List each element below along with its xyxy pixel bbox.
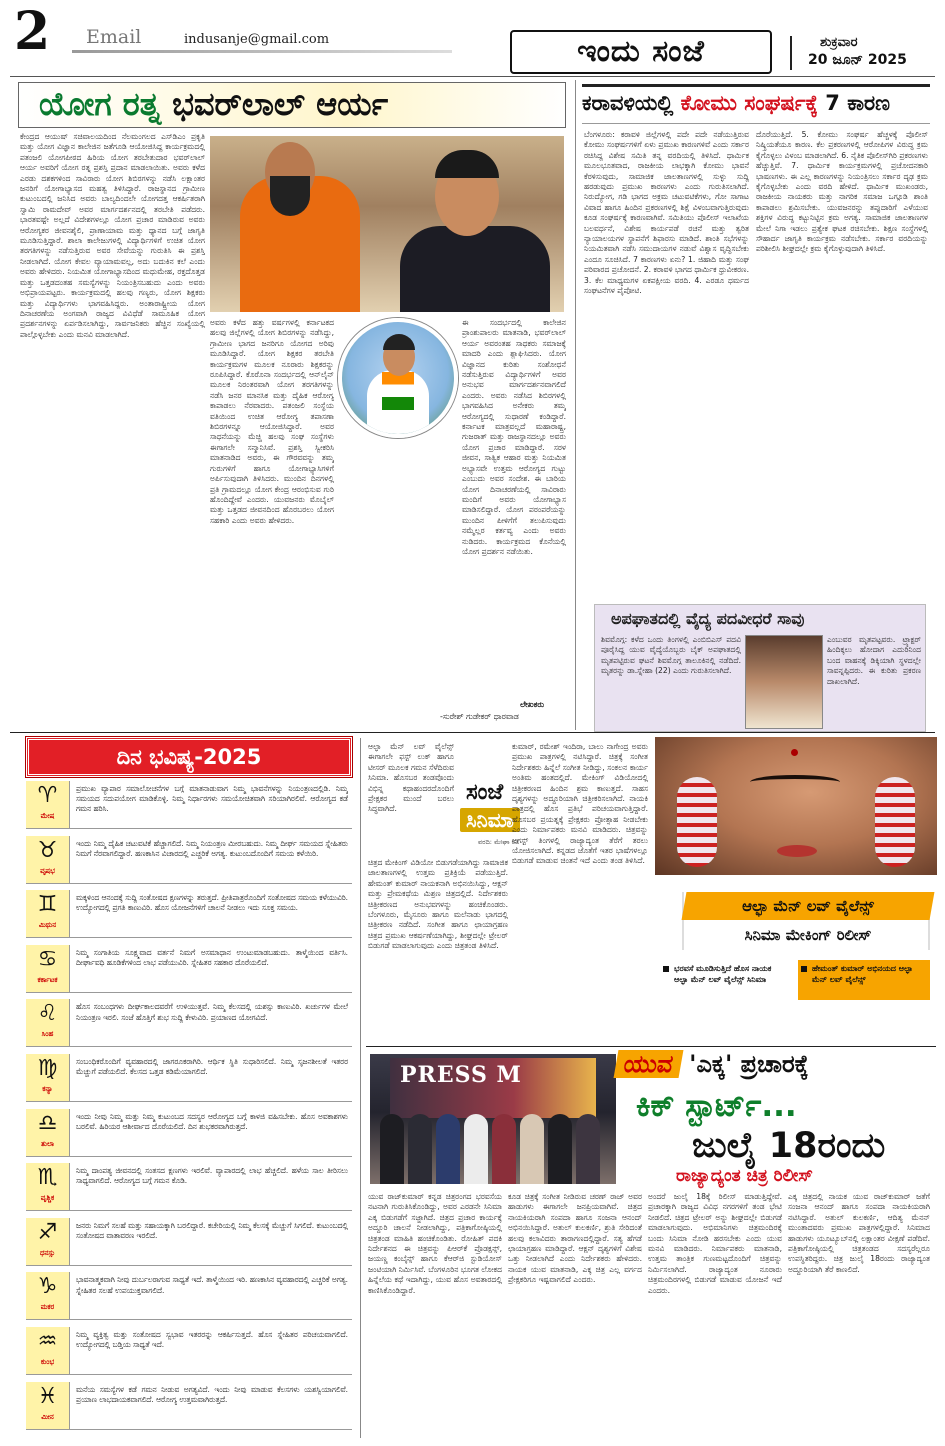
zodiac-name: ಕನ್ಯಾ	[42, 1085, 53, 1093]
zodiac-sign	[26, 1054, 70, 1101]
apagata-col1: ಶಿವಮೊಗ್ಗ: ಕಳೆದ ಒಂದು ತಿಂಗಳಲ್ಲಿ ಎಂಬಿಬಿಎಸ್ ಪದವಿ ಪೂರೈಸಿದ್ದ ಯುವ ವೈದ್ಯೆಯೊಬ್ಬರು ಬೈಕ್ ಅಪಘಾತದಲ್ಲಿ ಮೃತಪಟ್ಟಿರುವ ಘಟನೆ ಶಿವಮೊಗ್ಗ ತಾಲೂಕಿನಲ್ಲಿ ನಡೆದಿದೆ. ಮೃತರನ್ನು ಡಾ.ಸ್ನೇಹಾ (22) ಎಂದು ಗುರುತಿಸಲಾಗಿದೆ.	[601, 635, 741, 676]
zodiac-icon: ♍	[37, 1056, 58, 1081]
ekka-headline-line1	[616, 1050, 809, 1078]
author-name: -ಸುರೇಶ್ ಗುಡೇಕರ್ ಧಾರವಾಡ	[440, 712, 519, 721]
zodiac-icon: ♏	[37, 1165, 58, 1191]
horoscope-text: ಭಾವನಾತ್ಮಕವಾಗಿ ನೀವು ದುರ್ಬಲರಾಗುವ ಸಾಧ್ಯತೆ ಇದೆ. ತಾಳ್ಮೆಯಿಂದ ಇರಿ. ಹಣಕಾಸಿನ ವ್ಯವಹಾರದಲ್ಲಿ ಎಚ್ಚರಿಕೆ ಅಗತ್ಯ. ಸ್ನೇಹಿತರ ಸಲಹೆ ಉಪಯುಕ್ತವಾಗಲಿದೆ.	[76, 1275, 348, 1295]
sanje-logo-bottom: ಸಿನಿಮಾ	[460, 808, 520, 832]
zodiac-name: ಮೇಷ	[40, 812, 55, 820]
masthead-title: ಇಂದು ಸಂಜೆ	[577, 34, 705, 69]
header-bottom-rule	[10, 76, 935, 77]
zodiac-name: ಕರ್ಕಾಟಕ	[37, 975, 58, 984]
zodiac-icon: ♓	[37, 1383, 58, 1409]
photo-figure	[548, 1114, 572, 1184]
apagata-headline: ಅಪಘಾತದಲ್ಲಿ ವೈದ್ಯ ಪದವೀಧರೆ ಸಾವು	[611, 609, 805, 628]
ekka-headline-line3: ಜುಲೈ 18ರಂದು	[692, 1126, 886, 1166]
horoscope-text: ಮನೆಯ ಸಮಸ್ಯೆಗಳ ಕಡೆ ಗಮನ ನೀಡುವ ಅಗತ್ಯವಿದೆ. ಇಂದು ನೀವು ಮಾಡುವ ಕೆಲಸಗಳು ಯಶಸ್ವಿಯಾಗಲಿವೆ. ಪ್ರಯಾಣ ಲಾಭದಾಯಕವಾಗಲಿದೆ. ಆರೋಗ್ಯ ಉತ್ತಮವಾಗಿರುತ್ತದೆ.	[76, 1384, 348, 1404]
zodiac-sign	[26, 1327, 70, 1374]
actress-photo	[655, 737, 937, 875]
ekka-headline-line4: ರಾಜ್ಯಾದ್ಯಂತ ಚಿತ್ರ ರಿಲೀಸ್	[676, 1166, 813, 1186]
horoscope-title: ದಿನ ಭವಿಷ್ಯ-2025	[116, 745, 262, 769]
koumu-story-col2: ದೊರೆಯುತ್ತಿದೆ. 5. ಕೋಮು ಸಂಘರ್ಷ ಹೆಚ್ಚಳಕ್ಕೆ ಪೊಲೀಸ್ ನಿಷ್ಕ್ರಿಯತೆಯೂ ಕಾರಣ. ಕೆಲ ಪ್ರಕರಣಗಳಲ್ಲಿ ಆರೋಪಿಗಳ ವಿರುದ್ಧ ಕ್ರಮ ಕೈಗೊಳ್ಳಲು ವಿಳಂಬ ಮಾಡಲಾಗಿದೆ. 6. ನೈತಿಕ ಪೊಲೀಸ್‌ಗಿರಿ ಪ್ರಕರಣಗಳು ಹೆಚ್ಚುತ್ತಿವೆ. 7. ಧಾರ್ಮಿಕ ಕಾರ್ಯಕ್ರಮಗಳಲ್ಲಿ ಪ್ರಚೋದನಕಾರಿ ಭಾಷಣಗಳು. ಈ ಎಲ್ಲ ಕಾರಣಗಳನ್ನು ನಿಯಂತ್ರಿಸಲು ಸರ್ಕಾರ ದೃಢ ಕ್ರಮ ಕೈಗೊಳ್ಳಬೇಕು ಎಂದು ವರದಿ ಹೇಳಿದೆ. ಧಾರ್ಮಿಕ ಮುಖಂಡರು, ರಾಜಕೀಯ ನಾಯಕರು ಮತ್ತು ನಾಗರಿಕ ಸಮಾಜ ಒಗ್ಗೂಡಿ ಶಾಂತಿ ಕಾಪಾಡಲು ಶ್ರಮಿಸಬೇಕು. ಯುವಜನರನ್ನು ತಪ್ಪುದಾರಿಗೆ ಎಳೆಯುವ ಶಕ್ತಿಗಳ ವಿರುದ್ಧ ಕಟ್ಟುನಿಟ್ಟಿನ ಕ್ರಮ ಅಗತ್ಯ. ಸಾಮಾಜಿಕ ಜಾಲತಾಣಗಳ ಮೇಲೆ ನಿಗಾ ಇಡಲು ಪ್ರತ್ಯೇಕ ಘಟಕ ರಚಿಸಬೇಕು. ಶಿಕ್ಷಣ ಸಂಸ್ಥೆಗಳಲ್ಲಿ ಸೌಹಾರ್ದ ಜಾಗೃತಿ ಕಾರ್ಯಕ್ರಮ ನಡೆಸಬೇಕು. ಸರ್ಕಾರ ವರದಿಯನ್ನು ಪರಿಶೀಲಿಸಿ ಶೀಘ್ರದಲ್ಲೇ ಕ್ರಮ ಕೈಗೊಳ್ಳುವುದಾಗಿ ತಿಳಿಸಿದೆ.	[756, 130, 928, 254]
alpha-headline	[682, 892, 930, 950]
header-divider	[790, 36, 792, 70]
alpha-headline-line1	[682, 892, 935, 920]
koumu-story-col1: ಬೆಂಗಳೂರು: ಕರಾವಳಿ ಜಿಲ್ಲೆಗಳಲ್ಲಿ ಪದೇ ಪದೇ ನಡೆಯುತ್ತಿರುವ ಕೋಮು ಸಂಘರ್ಷಗಳಿಗೆ ಏಳು ಪ್ರಮುಖ ಕಾರಣಗಳಿವೆ ಎಂದು ಸರ್ಕಾರ ರಚಿಸಿದ್ದ ವಿಶೇಷ ಸಮಿತಿ ತನ್ನ ವರದಿಯಲ್ಲಿ ತಿಳಿಸಿದೆ. ಧಾರ್ಮಿಕ ಮೂಲಭೂತವಾದ, ರಾಜಕೀಯ ಲಾಭಕ್ಕಾಗಿ ಕೋಮು ಭಾವನೆ ಕೆರಳಿಸುವುದು, ಸಾಮಾಜಿಕ ಜಾಲತಾಣಗಳಲ್ಲಿ ಸುಳ್ಳು ಸುದ್ದಿ ಹರಡುವುದು ಪ್ರಮುಖ ಕಾರಣಗಳು ಎಂದು ಗುರುತಿಸಲಾಗಿದೆ. ನಿರುದ್ಯೋಗ, ಗಡಿ ಭಾಗದ ಅಕ್ರಮ ಚಟುವಟಿಕೆಗಳು, ಗೋ ಸಾಗಾಟ ವಿವಾದ ಹಾಗೂ ಹಿಂದಿನ ಪ್ರಕರಣಗಳಲ್ಲಿ ಶಿಕ್ಷೆ ವಿಳಂಬವಾಗುತ್ತಿರುವುದು ಕೂಡ ಸಂಘರ್ಷಕ್ಕೆ ಕಾರಣವಾಗಿವೆ. ಸಮಿತಿಯು ಪೊಲೀಸ್ ಇಲಾಖೆಯ ಬಲವರ್ಧನೆ, ವಿಶೇಷ ಕಾರ್ಯಪಡೆ ರಚನೆ ಮತ್ತು ತ್ವರಿತ ನ್ಯಾಯಾಲಯಗಳ ಸ್ಥಾಪನೆಗೆ ಶಿಫಾರಸು ಮಾಡಿದೆ. ಶಾಂತಿ ಸಭೆಗಳನ್ನು ನಿಯಮಿತವಾಗಿ ನಡೆಸಿ ಸಮುದಾಯಗಳ ನಡುವೆ ವಿಶ್ವಾಸ ವೃದ್ಧಿಸಬೇಕು ಎಂದೂ ಸೂಚಿಸಿದೆ. 7 ಕಾರಣಗಳು ಏನು? 1. ಜಿಹಾದಿ ಮತ್ತು ಸಂಘ ಪರಿವಾರದ ಪ್ರಚೋದನೆ. 2. ಕರಾವಳಿ ಭಾಗದ ಧಾರ್ಮಿಕ ಧ್ರುವೀಕರಣ. 3. ಕೆಲ ಮಾಧ್ಯಮಗಳ ಏಕಪಕ್ಷೀಯ ವರದಿ. 4. ಎರಡೂ ಧರ್ಮದ ಸಂಘಟನೆಗಳ ಪೈಪೋಟಿ.	[584, 130, 749, 296]
author-tag: ಲೇಖಕರು	[520, 700, 545, 709]
zodiac-icon: ♋	[37, 946, 58, 972]
cinema-col2: ಕುಮಾರ್, ರಮೇಶ್ ಇಂದಿರಾ, ಬಾಲು ನಾಗೇಂದ್ರ ಅವರು ಪ್ರಮುಖ ಪಾತ್ರಗಳಲ್ಲಿ ನಟಿಸಿದ್ದಾರೆ. ಚಿತ್ರಕ್ಕೆ ಸಂಗೀತ ನಿರ್ದೇಶಕರು ಹಿನ್ನೆಲೆ ಸಂಗೀತ ನೀಡಿದ್ದು, ಸಂಕಲನ ಕಾರ್ಯ ಅಂತಿಮ ಹಂತದಲ್ಲಿದೆ. ಮೇಕಿಂಗ್ ವಿಡಿಯೋದಲ್ಲಿ ಚಿತ್ರೀಕರಣದ ಹಿಂದಿನ ಶ್ರಮ ಕಾಣುತ್ತದೆ. ಸಾಹಸ ದೃಶ್ಯಗಳನ್ನು ಅದ್ದೂರಿಯಾಗಿ ಚಿತ್ರೀಕರಿಸಲಾಗಿದೆ. ನಾಯಕಿ ಪಾತ್ರದಲ್ಲಿ ಹೊಸ ಪ್ರತಿಭೆ ಪರಿಚಯವಾಗುತ್ತಿದ್ದಾರೆ. ಹೊಸಬರ ಪ್ರಯತ್ನಕ್ಕೆ ಪ್ರೇಕ್ಷಕರು ಪ್ರೋತ್ಸಾಹ ನೀಡಬೇಕು ಎಂದು ನಿರ್ಮಾಪಕರು ಮನವಿ ಮಾಡಿದರು. ಚಿತ್ರವನ್ನು ಆಗಸ್ಟ್ ತಿಂಗಳಲ್ಲಿ ರಾಜ್ಯಾದ್ಯಂತ ತೆರೆಗೆ ತರಲು ಯೋಜಿಸಲಾಗಿದೆ. ಕನ್ನಡದ ಜೊತೆಗೆ ಇತರ ಭಾಷೆಗಳಲ್ಲೂ ಬಿಡುಗಡೆ ಮಾಡುವ ಚಿಂತನೆ ಇದೆ ಎಂದು ತಂಡ ತಿಳಿಸಿದೆ.	[512, 742, 648, 866]
koumu-headline-post: 7 ಕಾರಣ	[825, 91, 891, 115]
issue-day: ಶುಕ್ರವಾರ	[820, 35, 858, 50]
ekka-tag: ಯುವ	[614, 1050, 684, 1078]
apagata-photo	[745, 635, 823, 729]
zodiac-sign	[26, 1218, 70, 1265]
lead-headline-green: ಯೋಗ ರತ್ನ	[39, 85, 161, 123]
zodiac-name: ತುಲಾ	[41, 1139, 54, 1148]
ekka-col1: ಯುವ ರಾಜ್‌ಕುಮಾರ್ ಕನ್ನಡ ಚಿತ್ರರಂಗದ ಭರವಸೆಯ ನಟನಾಗಿ ಗುರುತಿಸಿಕೊಂಡಿದ್ದು, ಅವರ ಎರಡನೇ ಸಿನಿಮಾ ಎಕ್ಕ ಬಿಡುಗಡೆಗೆ ಸಜ್ಜಾಗಿದೆ. ಚಿತ್ರದ ಪ್ರಚಾರ ಕಾರ್ಯಕ್ಕೆ ಅದ್ದೂರಿ ಚಾಲನೆ ನೀಡಲಾಗಿದ್ದು, ಪತ್ರಿಕಾಗೋಷ್ಠಿಯಲ್ಲಿ ಚಿತ್ರತಂಡ ಮಾಹಿತಿ ಹಂಚಿಕೊಂಡಿತು. ರೋಹಿತ್ ಪದಕಿ ನಿರ್ದೇಶನದ ಈ ಚಿತ್ರವನ್ನು ಪಿಆರ್‌ಕೆ ಪ್ರೊಡಕ್ಷನ್ಸ್, ಜಯಣ್ಣ ಕಂಬೈನ್ಸ್ ಹಾಗೂ ಕೆಆರ್‌ಜಿ ಸ್ಟುಡಿಯೋಸ್ ಜಂಟಿಯಾಗಿ ನಿರ್ಮಿಸಿವೆ. ಬೆಂಗಳೂರಿನ ಭೂಗತ ಲೋಕದ ಹಿನ್ನೆಲೆಯ ಕಥೆ ಇದಾಗಿದ್ದು, ಯುವ ಹೊಸ ಅವತಾರದಲ್ಲಿ ಕಾಣಿಸಿಕೊಂಡಿದ್ದಾರೆ.	[368, 1192, 502, 1295]
zodiac-icon: ♊	[37, 892, 58, 918]
alpha-headline-line2: ಸಿನಿಮಾ ಮೇಕಿಂಗ್ ರಿಲೀಸ್	[744, 926, 872, 944]
horoscope-text: ನಿಮ್ಮ ವ್ಯಕ್ತಿತ್ವ ಮತ್ತು ಸಂತೋಷದ ಸ್ವಭಾವ ಇತರರನ್ನು ಆಕರ್ಷಿಸುತ್ತದೆ. ಹೊಸ ಸ್ನೇಹಿತರ ಪರಿಚಯವಾಗಲಿದೆ. ಉದ್ಯೋಗದಲ್ಲಿ ಬಡ್ತಿಯ ಸಾಧ್ಯತೆ ಇದೆ.	[76, 1330, 348, 1350]
zodiac-sign	[26, 945, 70, 992]
ekka-headline-line1-text: 'ಎಕ್ಕ' ಪ್ರಚಾರಕ್ಕೆ	[689, 1050, 809, 1078]
horoscope-row	[26, 1054, 352, 1102]
column-divider	[360, 738, 361, 1438]
zodiac-name: ವೃಷಭ	[40, 866, 55, 875]
horoscope-header	[26, 737, 352, 777]
sanje-logo-credit: ವರದಿ: ಮೇಘಾ ರವಿ	[478, 838, 520, 846]
zodiac-sign	[26, 1109, 70, 1156]
koumu-headline-banner	[582, 84, 930, 124]
section-divider	[10, 732, 935, 733]
horoscope-text: ಸಂಬಂಧಿಕರೊಂದಿಗೆ ವ್ಯವಹಾರದಲ್ಲಿ ಜಾಗರೂಕರಾಗಿರಿ. ಆರ್ಥಿಕ ಸ್ಥಿತಿ ಸುಧಾರಿಸಲಿದೆ. ನಿಮ್ಮ ಸೃಜನಶೀಲತೆ ಇತರರ ಮೆಚ್ಚುಗೆ ಪಡೆಯಲಿದೆ. ಕೆಲಸದ ಒತ್ತಡ ಕಡಿಮೆಯಾಗಲಿದೆ.	[76, 1057, 348, 1077]
lead-photo-yoga-pose	[338, 318, 458, 438]
alpha-caption-2: ಹೇಮಂತ್ ಕುಮಾರ್ ಅಭಿನಯದ ಆಲ್ಫಾ ಮೆನ್ ಲವ್ ವೈಲೆನ್ಸ್	[798, 960, 930, 1000]
section-divider	[366, 1046, 936, 1047]
koumu-headline-red: ಕೋಮು ಸಂಘರ್ಷಕ್ಕೆ	[680, 91, 818, 115]
photo-figure	[436, 1114, 460, 1184]
horoscope-row	[26, 1327, 352, 1375]
horoscope-row	[26, 1163, 352, 1211]
lead-headline	[39, 85, 388, 124]
alpha-caption-1: ಭರವಸೆ ಮೂಡಿಸುತ್ತಿದೆ ಹೊಸ ನಾಯಕ ಆಲ್ಫಾ ಮೆನ್ ಲವ್ ವೈಲೆನ್ಸ್ ಸಿನಿಮಾ	[660, 960, 792, 1000]
horoscope-text: ಇಂದು ನಿಮ್ಮ ದೈಹಿಕ ಚಟುವಟಿಕೆ ಹೆಚ್ಚಾಗಲಿದೆ. ನಿಮ್ಮ ನಿಯಂತ್ರಣ ಮೀರಬಹುದು. ನಿಮ್ಮ ದೀರ್ಘ ಸಮಯದ ಸ್ನೇಹಿತರು ನಿಮಗೆ ನೆರವಾಗಲಿದ್ದಾರೆ. ಹಣಕಾಸಿನ ವಿಚಾರದಲ್ಲಿ ಎಚ್ಚರಿಕೆ ಅಗತ್ಯ. ಕುಟುಂಬದೊಂದಿಗೆ ಸಮಯ ಕಳೆಯಿರಿ.	[76, 838, 348, 858]
zodiac-name: ಮಕರ	[40, 1303, 55, 1312]
horoscope-row	[26, 999, 352, 1047]
horoscope-row	[26, 781, 352, 829]
zodiac-icon: ♉	[37, 837, 58, 863]
header-rule	[72, 50, 452, 53]
zodiac-sign	[26, 1382, 70, 1429]
zodiac-sign	[26, 836, 70, 883]
press-meet-photo	[370, 1054, 616, 1184]
apagata-story-box	[594, 604, 926, 732]
ekka-col3: ಅಂದರೆ ಜುಲೈ 18ಕ್ಕೆ ರಿಲೀಸ್ ಮಾಡುತ್ತಿದ್ದೇವೆ. ಪ್ರಚಾರಕ್ಕಾಗಿ ರಾಜ್ಯದ ವಿವಿಧ ನಗರಗಳಿಗೆ ತಂಡ ಭೇಟಿ ನೀಡಲಿದೆ. ಚಿತ್ರದ ಟ್ರೇಲರ್ ಅನ್ನು ಶೀಘ್ರದಲ್ಲೇ ಬಿಡುಗಡೆ ಮಾಡಲಾಗುವುದು. ಅಭಿಮಾನಿಗಳು ಚಿತ್ರಮಂದಿರಕ್ಕೆ ಬಂದು ಸಿನಿಮಾ ನೋಡಿ ಹರಸಬೇಕು ಎಂದು ಯುವ ಮನವಿ ಮಾಡಿದರು. ನಿರ್ಮಾಪಕರು ಮಾತನಾಡಿ, ಉತ್ತಮ ತಾಂತ್ರಿಕ ಗುಣಮಟ್ಟದೊಂದಿಗೆ ಚಿತ್ರವನ್ನು ನಿರ್ಮಿಸಲಾಗಿದೆ. ರಾಜ್ಯಾದ್ಯಂತ ನೂರಾರು ಚಿತ್ರಮಂದಿರಗಳಲ್ಲಿ ಬಿಡುಗಡೆ ಮಾಡುವ ಯೋಜನೆ ಇದೆ ಎಂದರು.	[648, 1192, 782, 1295]
horoscope-row	[26, 1272, 352, 1320]
column-divider	[575, 80, 576, 730]
horoscope-text: ನಿಮ್ಮ ದಾಂಪತ್ಯ ಜೀವನದಲ್ಲಿ ಸಂತಸದ ಕ್ಷಣಗಳು ಇರಲಿವೆ. ವ್ಯಾಪಾರದಲ್ಲಿ ಲಾಭ ಹೆಚ್ಚಲಿದೆ. ಹಳೆಯ ಸಾಲ ತೀರಿಸಲು ಸಾಧ್ಯವಾಗಲಿದೆ. ಆರೋಗ್ಯದ ಬಗ್ಗೆ ಗಮನ ಕೊಡಿ.	[76, 1166, 348, 1186]
horoscope-text: ಜನರು ನಿಮಗೆ ಸಲಹೆ ಮತ್ತು ಸಹಾಯಕ್ಕಾಗಿ ಬರಲಿದ್ದಾರೆ. ಕಚೇರಿಯಲ್ಲಿ ನಿಮ್ಮ ಕೆಲಸಕ್ಕೆ ಮೆಚ್ಚುಗೆ ಸಿಗಲಿದೆ. ಕುಟುಂಬದಲ್ಲಿ ಸಂತೋಷದ ವಾತಾವರಣ ಇರಲಿದೆ.	[76, 1220, 348, 1240]
zodiac-name: ಧನಸ್ಸು	[39, 1248, 56, 1257]
photo-figure	[435, 150, 499, 178]
zodiac-icon: ♎	[37, 1110, 58, 1136]
lead-headline-banner	[18, 82, 566, 128]
earring-left	[677, 777, 717, 867]
alpha-headline-line1-text: ಆಲ್ಫಾ ಮೆನ್ ಲವ್ ವೈಲೆನ್ಸ್	[742, 897, 874, 915]
photo-figure	[382, 372, 414, 410]
zodiac-icon: ♈	[37, 783, 58, 808]
lead-story-col2: ಅವರು ಕಳೆದ ಹತ್ತು ವರ್ಷಗಳಲ್ಲಿ ಕರ್ನಾಟಕದ ಹಲವು ಜಿಲ್ಲೆಗಳಲ್ಲಿ ಯೋಗ ಶಿಬಿರಗಳನ್ನು ನಡೆಸಿದ್ದು, ಗ್ರಾಮೀಣ ಭಾಗದ ಜನರಿಗೂ ಯೋಗದ ಅರಿವು ಮೂಡಿಸಿದ್ದಾರೆ. ಯೋಗ ಶಿಕ್ಷಕರ ತರಬೇತಿ ಕಾರ್ಯಕ್ರಮಗಳ ಮೂಲಕ ನೂರಾರು ಶಿಕ್ಷಕರನ್ನು ರೂಪಿಸಿದ್ದಾರೆ. ಕೊರೊನಾ ಸಂದರ್ಭದಲ್ಲಿ ಆನ್‌ಲೈನ್ ಮೂಲಕ ನಿರಂತರವಾಗಿ ಯೋಗ ತರಗತಿಗಳನ್ನು ನಡೆಸಿ ಜನರ ಮಾನಸಿಕ ಮತ್ತು ದೈಹಿಕ ಆರೋಗ್ಯ ಕಾಪಾಡಲು ನೆರವಾದರು. ಪತಂಜಲಿ ಸಂಸ್ಥೆಯ ವತಿಯಿಂದ ಉಚಿತ ಆರೋಗ್ಯ ತಪಾಸಣಾ ಶಿಬಿರಗಳನ್ನೂ ಆಯೋಜಿಸಿದ್ದಾರೆ. ಅವರ ಸಾಧನೆಯನ್ನು ಮೆಚ್ಚಿ ಹಲವು ಸಂಘ ಸಂಸ್ಥೆಗಳು ಈಗಾಗಲೇ ಸನ್ಮಾನಿಸಿವೆ. ಪ್ರಶಸ್ತಿ ಸ್ವೀಕರಿಸಿ ಮಾತನಾಡಿದ ಅವರು, ಈ ಗೌರವವನ್ನು ತಮ್ಮ ಗುರುಗಳಿಗೆ ಹಾಗೂ ಯೋಗಾಭ್ಯಾಸಿಗಳಿಗೆ ಅರ್ಪಿಸುವುದಾಗಿ ತಿಳಿಸಿದರು. ಮುಂದಿನ ದಿನಗಳಲ್ಲಿ ಪ್ರತಿ ಗ್ರಾಮದಲ್ಲೂ ಯೋಗ ಕೇಂದ್ರ ಆರಂಭಿಸುವ ಗುರಿ ಹೊಂದಿದ್ದೇವೆ ಎಂದರು. ಯುವಜನರು ಮೊಬೈಲ್ ಮತ್ತು ಒತ್ತಡದ ಜೀವನದಿಂದ ಹೊರಬರಲು ಯೋಗ ಸಹಕಾರಿ ಎಂದು ಅವರು ಹೇಳಿದರು.	[210, 318, 334, 525]
zodiac-name: ಮೀನ	[41, 1412, 54, 1421]
lead-story-col3: ಈ ಸಂದರ್ಭದಲ್ಲಿ ಕಾಲೇಜಿನ ಪ್ರಾಂಶುಪಾಲರು ಮಾತನಾಡಿ, ಭವರ್‌ಲಾಲ್ ಆರ್ಯ ಅವರಂತಹ ಸಾಧಕರು ಸಮಾಜಕ್ಕೆ ಮಾದರಿ ಎಂದು ಶ್ಲಾಘಿಸಿದರು. ಯೋಗ ವಿಜ್ಞಾನದ ಕುರಿತು ಸಂಶೋಧನೆ ನಡೆಸುತ್ತಿರುವ ವಿದ್ಯಾರ್ಥಿಗಳಿಗೆ ಅವರ ಅನುಭವ ಮಾರ್ಗದರ್ಶನವಾಗಲಿದೆ ಎಂದರು. ಅವರು ನಡೆಸಿದ ಶಿಬಿರಗಳಲ್ಲಿ ಭಾಗವಹಿಸಿದ ಅನೇಕರು ತಮ್ಮ ಆರೋಗ್ಯದಲ್ಲಿ ಸುಧಾರಣೆ ಕಂಡಿದ್ದಾರೆ. ಕರ್ನಾಟಕ ಮಾತ್ರವಲ್ಲದೆ ಮಹಾರಾಷ್ಟ್ರ, ಗುಜರಾತ್ ಮತ್ತು ರಾಜಸ್ಥಾನದಲ್ಲೂ ಅವರು ಯೋಗ ಪ್ರಚಾರ ಮಾಡಿದ್ದಾರೆ. ಸರಳ ಜೀವನ, ಸಾತ್ವಿಕ ಆಹಾರ ಮತ್ತು ನಿಯಮಿತ ಅಭ್ಯಾಸವೇ ಉತ್ತಮ ಆರೋಗ್ಯದ ಗುಟ್ಟು ಎಂಬುದು ಅವರ ಸಂದೇಶ. ಈ ಬಾರಿಯ ಯೋಗ ದಿನಾಚರಣೆಯಲ್ಲಿ ಸಾವಿರಾರು ಮಂದಿಗೆ ಅವರು ಯೋಗಾಭ್ಯಾಸ ಮಾಡಿಸಲಿದ್ದಾರೆ. ಯೋಗ ಪರಂಪರೆಯನ್ನು ಮುಂದಿನ ಪೀಳಿಗೆಗೆ ತಲುಪಿಸುವುದು ನಮ್ಮೆಲ್ಲರ ಕರ್ತವ್ಯ ಎಂದು ಅವರು ನುಡಿದರು. ಕಾರ್ಯಕ್ರಮದ ಕೊನೆಯಲ್ಲಿ ಯೋಗ ಪ್ರದರ್ಶನ ನಡೆಯಿತು.	[462, 318, 566, 556]
photo-lips	[777, 845, 817, 857]
apagata-col2: ಎಂಬುವರ ಮೃತಪಟ್ಟವರು. ಟ್ರ್ಯಾಕ್ಟರ್ ಹಿಂದಿಕ್ಕಲು ಹೋದಾಗ ಎದುರಿನಿಂದ ಬಂದ ವಾಹನಕ್ಕೆ ಡಿಕ್ಕಿಯಾಗಿ ಸ್ಥಳದಲ್ಲೇ ಸಾವನ್ನಪ್ಪಿದರು. ಈ ಕುರಿತು ಪ್ರಕರಣ ದಾಖಲಾಗಿದೆ.	[827, 635, 921, 686]
horoscope-text: ಪ್ರಮುಖ ವ್ಯಾಪಾರ ಸಮಾಲೋಚನೆಗಳ ಬಗ್ಗೆ ಮಾತನಾಡುವಾಗ ನಿಮ್ಮ ಭಾವನೆಗಳನ್ನು ನಿಯಂತ್ರಣದಲ್ಲಿಡಿ. ನಿಮ್ಮ ಸಮಯದ ಸದುಪಯೋಗ ಮಾಡಿಕೊಳ್ಳಿ. ನಿಮ್ಮ ನಿರ್ಧಾರಗಳು ಸಮಯೋಚಿತವಾಗಿ ಸರಿಯಾಗಿರಲಿವೆ. ಆರೋಗ್ಯದ ಕಡೆ ಗಮನ ಹರಿಸಿ.	[76, 784, 348, 814]
photo-figure	[576, 1114, 600, 1184]
page-number: 2	[14, 1, 51, 62]
koumu-headline	[582, 91, 890, 116]
zodiac-sign	[26, 890, 70, 937]
zodiac-icon: ♒	[37, 1329, 58, 1354]
photo-figure	[383, 334, 415, 350]
horoscope-row	[26, 1109, 352, 1157]
horoscope-row	[26, 890, 352, 938]
horoscope-text: ನಿಮ್ಮ ಸಂಗಾತಿಯ ಸೂಕ್ಷ್ಮವಾದ ವರ್ತನೆ ನಿಮಗೆ ಅಸಮಾಧಾನ ಉಂಟುಮಾಡಬಹುದು. ತಾಳ್ಮೆಯಿಂದ ವರ್ತಿಸಿ. ದೀರ್ಘಾವಧಿ ಹೂಡಿಕೆಗಳಿಂದ ಲಾಭ ಪಡೆಯುವಿರಿ. ಸ್ನೇಹಿತರ ಸಹಕಾರ ದೊರೆಯಲಿದೆ.	[76, 947, 348, 967]
email-block	[72, 20, 452, 60]
email-address[interactable]: indusanje@gmail.com	[184, 32, 330, 47]
photo-figure	[464, 1114, 488, 1184]
zodiac-name: ಸಿಂಹ	[41, 1030, 54, 1039]
photo-figure	[520, 1114, 544, 1184]
zodiac-name: ಮಿಥುನ	[38, 921, 57, 930]
zodiac-name: ಕುಂಭ	[40, 1358, 55, 1366]
zodiac-icon: ♑	[37, 1274, 58, 1300]
sanje-logo-top: ಸಂಜೆ	[466, 780, 504, 805]
photo-figure	[400, 226, 550, 312]
earring-right	[875, 777, 915, 867]
issue-date: 20 ಜೂನ್ 2025	[808, 52, 907, 68]
photo-figure	[270, 176, 310, 216]
zodiac-sign	[26, 999, 70, 1046]
ekka-headline-line2: ಕಿಕ್ ಸ್ಟಾರ್ಟ್...	[636, 1088, 797, 1124]
zodiac-sign	[26, 1272, 70, 1319]
lead-headline-name: ಭವರ್‌ಲಾಲ್ ಆರ್ಯ	[172, 85, 389, 123]
photo-eyes	[750, 775, 840, 789]
zodiac-icon: ♌	[37, 1001, 58, 1027]
press-backdrop-text: PRESS M	[400, 1062, 522, 1088]
photo-figure	[492, 1114, 516, 1184]
zodiac-sign	[26, 781, 70, 828]
horoscope-row	[26, 836, 352, 884]
zodiac-name: ವೃಶ್ಚಿಕ	[40, 1194, 55, 1203]
cinema-col1-bottom: ಚಿತ್ರದ ಮೇಕಿಂಗ್ ವಿಡಿಯೋ ಬಿಡುಗಡೆಯಾಗಿದ್ದು ಸಾಮಾಜಿಕ ಜಾಲತಾಣಗಳಲ್ಲಿ ಉತ್ತಮ ಪ್ರತಿಕ್ರಿಯೆ ಪಡೆಯುತ್ತಿದೆ. ಹೇಮಂತ್ ಕುಮಾರ್ ನಾಯಕನಾಗಿ ಅಭಿನಯಿಸಿದ್ದು, ಆಕ್ಷನ್ ಮತ್ತು ಪ್ರೇಮಕಥೆಯ ಮಿಶ್ರಣ ಚಿತ್ರದಲ್ಲಿದೆ. ನಿರ್ದೇಶಕರು ಚಿತ್ರೀಕರಣದ ಅನುಭವಗಳನ್ನು ಹಂಚಿಕೊಂಡರು. ಬೆಂಗಳೂರು, ಮೈಸೂರು ಹಾಗೂ ಮಲೆನಾಡು ಭಾಗದಲ್ಲಿ ಚಿತ್ರೀಕರಣ ನಡೆದಿದೆ. ಸಂಗೀತ ಹಾಗೂ ಛಾಯಾಗ್ರಹಣ ಚಿತ್ರದ ಪ್ರಮುಖ ಆಕರ್ಷಣೆಯಾಗಿದ್ದು, ಶೀಘ್ರದಲ್ಲೇ ಟ್ರೇಲರ್ ಬಿಡುಗಡೆ ಮಾಡಲಾಗುವುದು ಎಂದು ಚಿತ್ರತಂಡ ತಿಳಿಸಿದೆ.	[368, 858, 508, 951]
email-label: Email	[86, 26, 142, 48]
lead-story-col1: ಕೇಂದ್ರದ ಆಯುಷ್ ಸಚಿವಾಲಯದಿಂದ ನೆಲಮಂಗಲದ ಎಸ್‌ಡಿಎಂ ಪ್ರಕೃತಿ ಮತ್ತು ಯೋಗ ವಿಜ್ಞಾನ ಕಾಲೇಜಿನ ಜತೆಗೂಡಿ ಆಯೋಜಿಸಿದ್ದ ಕಾರ್ಯಕ್ರಮದಲ್ಲಿ ಪತಂಜಲಿ ಯೋಗಪೀಠದ ಹಿರಿಯ ಯೋಗ ತರಬೇತುದಾರ ಭವರ್‌ಲಾಲ್ ಆರ್ಯ ಅವರಿಗೆ ಯೋಗ ರತ್ನ ಪ್ರಶಸ್ತಿ ಪ್ರದಾನ ಮಾಡಲಾಯಿತು. ಅವರು ಕಳೆದ ಎರಡು ದಶಕಗಳಿಂದ ಸಾವಿರಾರು ಯೋಗ ಶಿಬಿರಗಳನ್ನು ನಡೆಸಿ ಲಕ್ಷಾಂತರ ಜನರಿಗೆ ಯೋಗಾಭ್ಯಾಸದ ಮಹತ್ವ ತಿಳಿಸಿದ್ದಾರೆ. ರಾಜಸ್ಥಾನದ ಗ್ರಾಮೀಣ ಕುಟುಂಬದಲ್ಲಿ ಜನಿಸಿದ ಅವರು ಬಾಲ್ಯದಿಂದಲೇ ಯೋಗದತ್ತ ಆಕರ್ಷಿತರಾಗಿ ಸ್ವಾಮಿ ರಾಮದೇವ್ ಅವರ ಮಾರ್ಗದರ್ಶನದಲ್ಲಿ ತರಬೇತಿ ಪಡೆದರು. ಭಾರತವಷ್ಟೇ ಅಲ್ಲದೆ ವಿದೇಶಗಳಲ್ಲೂ ಯೋಗ ಪ್ರಚಾರ ಮಾಡಿರುವ ಅವರು ಆರೋಗ್ಯಕರ ಜೀವನಶೈಲಿ, ಪ್ರಾಣಾಯಾಮ ಮತ್ತು ಧ್ಯಾನದ ಬಗ್ಗೆ ಜಾಗೃತಿ ಮೂಡಿಸುತ್ತಿದ್ದಾರೆ. ಶಾಲಾ ಕಾಲೇಜುಗಳಲ್ಲಿ ವಿದ್ಯಾರ್ಥಿಗಳಿಗೆ ಉಚಿತ ಯೋಗ ತರಗತಿಗಳನ್ನು ನಡೆಸುತ್ತಿರುವ ಅವರ ಸೇವೆಯನ್ನು ಗುರುತಿಸಿ ಈ ಪ್ರಶಸ್ತಿ ನೀಡಲಾಗಿದೆ. ಯೋಗ ಕೇವಲ ವ್ಯಾಯಾಮವಲ್ಲ, ಅದು ಬದುಕಿನ ಕಲೆ ಎಂದು ಅವರು ಹೇಳಿದರು. ನಿಯಮಿತ ಯೋಗಾಭ್ಯಾಸದಿಂದ ಮಧುಮೇಹ, ರಕ್ತದೊತ್ತಡ ಮತ್ತು ಒತ್ತಡದಂತಹ ಸಮಸ್ಯೆಗಳನ್ನು ನಿಯಂತ್ರಿಸಬಹುದು ಎಂದು ಅವರು ಅಭಿಪ್ರಾಯಪಟ್ಟರು. ಕಾರ್ಯಕ್ರಮದಲ್ಲಿ ಹಲವು ಗಣ್ಯರು, ಯೋಗ ಶಿಕ್ಷಕರು ಮತ್ತು ವಿದ್ಯಾರ್ಥಿಗಳು ಭಾಗವಹಿಸಿದ್ದರು. ಅಂತಾರಾಷ್ಟ್ರೀಯ ಯೋಗ ದಿನಾಚರಣೆಯ ಅಂಗವಾಗಿ ರಾಜ್ಯದ ವಿವಿಧೆಡೆ ಸಾಮೂಹಿಕ ಯೋಗ ಪ್ರದರ್ಶನಗಳನ್ನು ಏರ್ಪಡಿಸಲಾಗಿದ್ದು, ಸಾರ್ವಜನಿಕರು ಹೆಚ್ಚಿನ ಸಂಖ್ಯೆಯಲ್ಲಿ ಪಾಲ್ಗೊಳ್ಳಬೇಕು ಎಂದು ಮನವಿ ಮಾಡಲಾಗಿದೆ.	[20, 132, 205, 339]
koumu-headline-pre: ಕರಾವಳಿಯಲ್ಲಿ	[582, 91, 674, 115]
ekka-headline	[616, 1050, 934, 1186]
zodiac-icon: ♐	[37, 1219, 58, 1245]
photo-bindi	[791, 749, 798, 756]
photo-figure	[380, 1114, 404, 1184]
photo-figure	[408, 1114, 432, 1184]
horoscope-text: ಇಂದು ನೀವು ನಿಮ್ಮ ಮತ್ತು ನಿಮ್ಮ ಕುಟುಂಬದ ಸದಸ್ಯರ ಆರೋಗ್ಯದ ಬಗ್ಗೆ ಕಾಳಜಿ ವಹಿಸಬೇಕು. ಹೊಸ ಅವಕಾಶಗಳು ಬರಲಿವೆ. ಹಿರಿಯರ ಆಶೀರ್ವಾದ ದೊರೆಯಲಿದೆ. ದಿನ ಶುಭಕರವಾಗಿರುತ್ತದೆ.	[76, 1111, 348, 1131]
horoscope-text: ಮಕ್ಕಳಿಂದ ಆನಂದಕ್ಕೆ ಸುದ್ದಿ ಸಂತೋಷದ ಕ್ಷಣಗಳನ್ನು ತರುತ್ತದೆ. ಪ್ರೀತಿಪಾತ್ರರೊಂದಿಗೆ ಸಂತೋಷದ ಸಮಯ ಕಳೆಯುವಿರಿ. ಉದ್ಯೋಗದಲ್ಲಿ ಪ್ರಗತಿ ಕಾಣುವಿರಿ. ಹೊಸ ಯೋಜನೆಗಳಿಗೆ ಚಾಲನೆ ನೀಡಲು ಇದು ಸೂಕ್ತ ಸಮಯ.	[76, 893, 348, 913]
horoscope-row	[26, 1218, 352, 1266]
zodiac-sign	[26, 1163, 70, 1210]
ekka-col4: ಎಕ್ಕ ಚಿತ್ರದಲ್ಲಿ ನಾಯಕ ಯುವ ರಾಜ್‌ಕುಮಾರ್ ಜತೆಗೆ ಸಂಜನಾ ಆನಂದ್ ಹಾಗೂ ಸಂಪದಾ ನಾಯಕಿಯರಾಗಿ ನಟಿಸಿದ್ದಾರೆ. ಅತುಲ್ ಕುಲಕರ್ಣಿ, ಆದಿತ್ಯ ಮೆನನ್ ಮುಂತಾದವರು ಪ್ರಮುಖ ಪಾತ್ರಗಳಲ್ಲಿದ್ದಾರೆ. ಸಿನಿಮಾದ ಹಾಡುಗಳು ಯೂಟ್ಯೂಬ್‌ನಲ್ಲಿ ಲಕ್ಷಾಂತರ ವೀಕ್ಷಣೆ ಪಡೆದಿವೆ. ಪತ್ರಿಕಾಗೋಷ್ಠಿಯಲ್ಲಿ ಚಿತ್ರತಂಡದ ಸದಸ್ಯರೆಲ್ಲರೂ ಉಪಸ್ಥಿತರಿದ್ದರು. ಚಿತ್ರ ಜುಲೈ 18ರಂದು ರಾಜ್ಯಾದ್ಯಂತ ಅದ್ದೂರಿಯಾಗಿ ತೆರೆ ಕಾಣಲಿದೆ.	[788, 1192, 930, 1274]
horoscope-row	[26, 1382, 352, 1430]
masthead-logo	[510, 30, 772, 74]
cinema-col1-top: ಆಲ್ಫಾ ಮೆನ್ ಲವ್ ವೈಲೆನ್ಸ್ ಈಗಾಗಲೇ ಫಸ್ಟ್ ಲುಕ್ ಹಾಗೂ ಟೀಸರ್ ಮೂಲಕ ಗಮನ ಸೆಳೆದಿರುವ ಸಿನಿಮಾ. ಹೊಸಬರ ತಂಡವೊಂದು ವಿಭಿನ್ನ ಕಥಾಹಂದರದೊಂದಿಗೆ ಪ್ರೇಕ್ಷಕರ ಮುಂದೆ ಬರಲು ಸಿದ್ಧವಾಗಿದೆ.	[368, 742, 454, 814]
horoscope-row	[26, 945, 352, 993]
lead-photo-guests	[210, 136, 564, 312]
ekka-col2: ಕೂಡ ಚಿತ್ರಕ್ಕೆ ಸಂಗೀತ ನೀಡಿರುವ ಚರಣ್ ರಾಜ್ ಅವರ ಹಾಡುಗಳು ಈಗಾಗಲೇ ಜನಪ್ರಿಯವಾಗಿವೆ. ಚಿತ್ರದ ನಾಯಕಿಯರಾಗಿ ಸಂಪದಾ ಹಾಗೂ ಸಂಜನಾ ಆನಂದ್ ಅಭಿನಯಿಸಿದ್ದಾರೆ. ಅತುಲ್ ಕುಲಕರ್ಣಿ, ಶ್ರುತಿ ಸೇರಿದಂತೆ ಹಲವು ಕಲಾವಿದರು ತಾರಾಗಣದಲ್ಲಿದ್ದಾರೆ. ಸತ್ಯ ಹೆಗಡೆ ಛಾಯಾಗ್ರಹಣ ಮಾಡಿದ್ದಾರೆ. ಆಕ್ಷನ್ ದೃಶ್ಯಗಳಿಗೆ ವಿಶೇಷ ಒತ್ತು ನೀಡಲಾಗಿದೆ ಎಂದು ನಿರ್ದೇಶಕರು ಹೇಳಿದರು. ನಾಯಕ ಯುವ ಮಾತನಾಡಿ, ಎಕ್ಕ ಚಿತ್ರ ಎಲ್ಲ ವರ್ಗದ ಪ್ರೇಕ್ಷಕರಿಗೂ ಇಷ್ಟವಾಗಲಿದೆ ಎಂದರು.	[508, 1192, 642, 1285]
horoscope-text: ಹೊಸ ಸಂಬಂಧಗಳು ದೀರ್ಘಕಾಲದವರೆಗೆ ಉಳಿಯುತ್ತವೆ. ನಿಮ್ಮ ಕೆಲಸದಲ್ಲಿ ಯಶಸ್ಸು ಕಾಣುವಿರಿ. ಖರ್ಚುಗಳ ಮೇಲೆ ನಿಯಂತ್ರಣ ಇರಲಿ. ಸಂಜೆ ಹೊತ್ತಿಗೆ ಶುಭ ಸುದ್ದಿ ಕೇಳುವಿರಿ. ಪ್ರಯಾಣದ ಯೋಗವಿದೆ.	[76, 1002, 348, 1022]
